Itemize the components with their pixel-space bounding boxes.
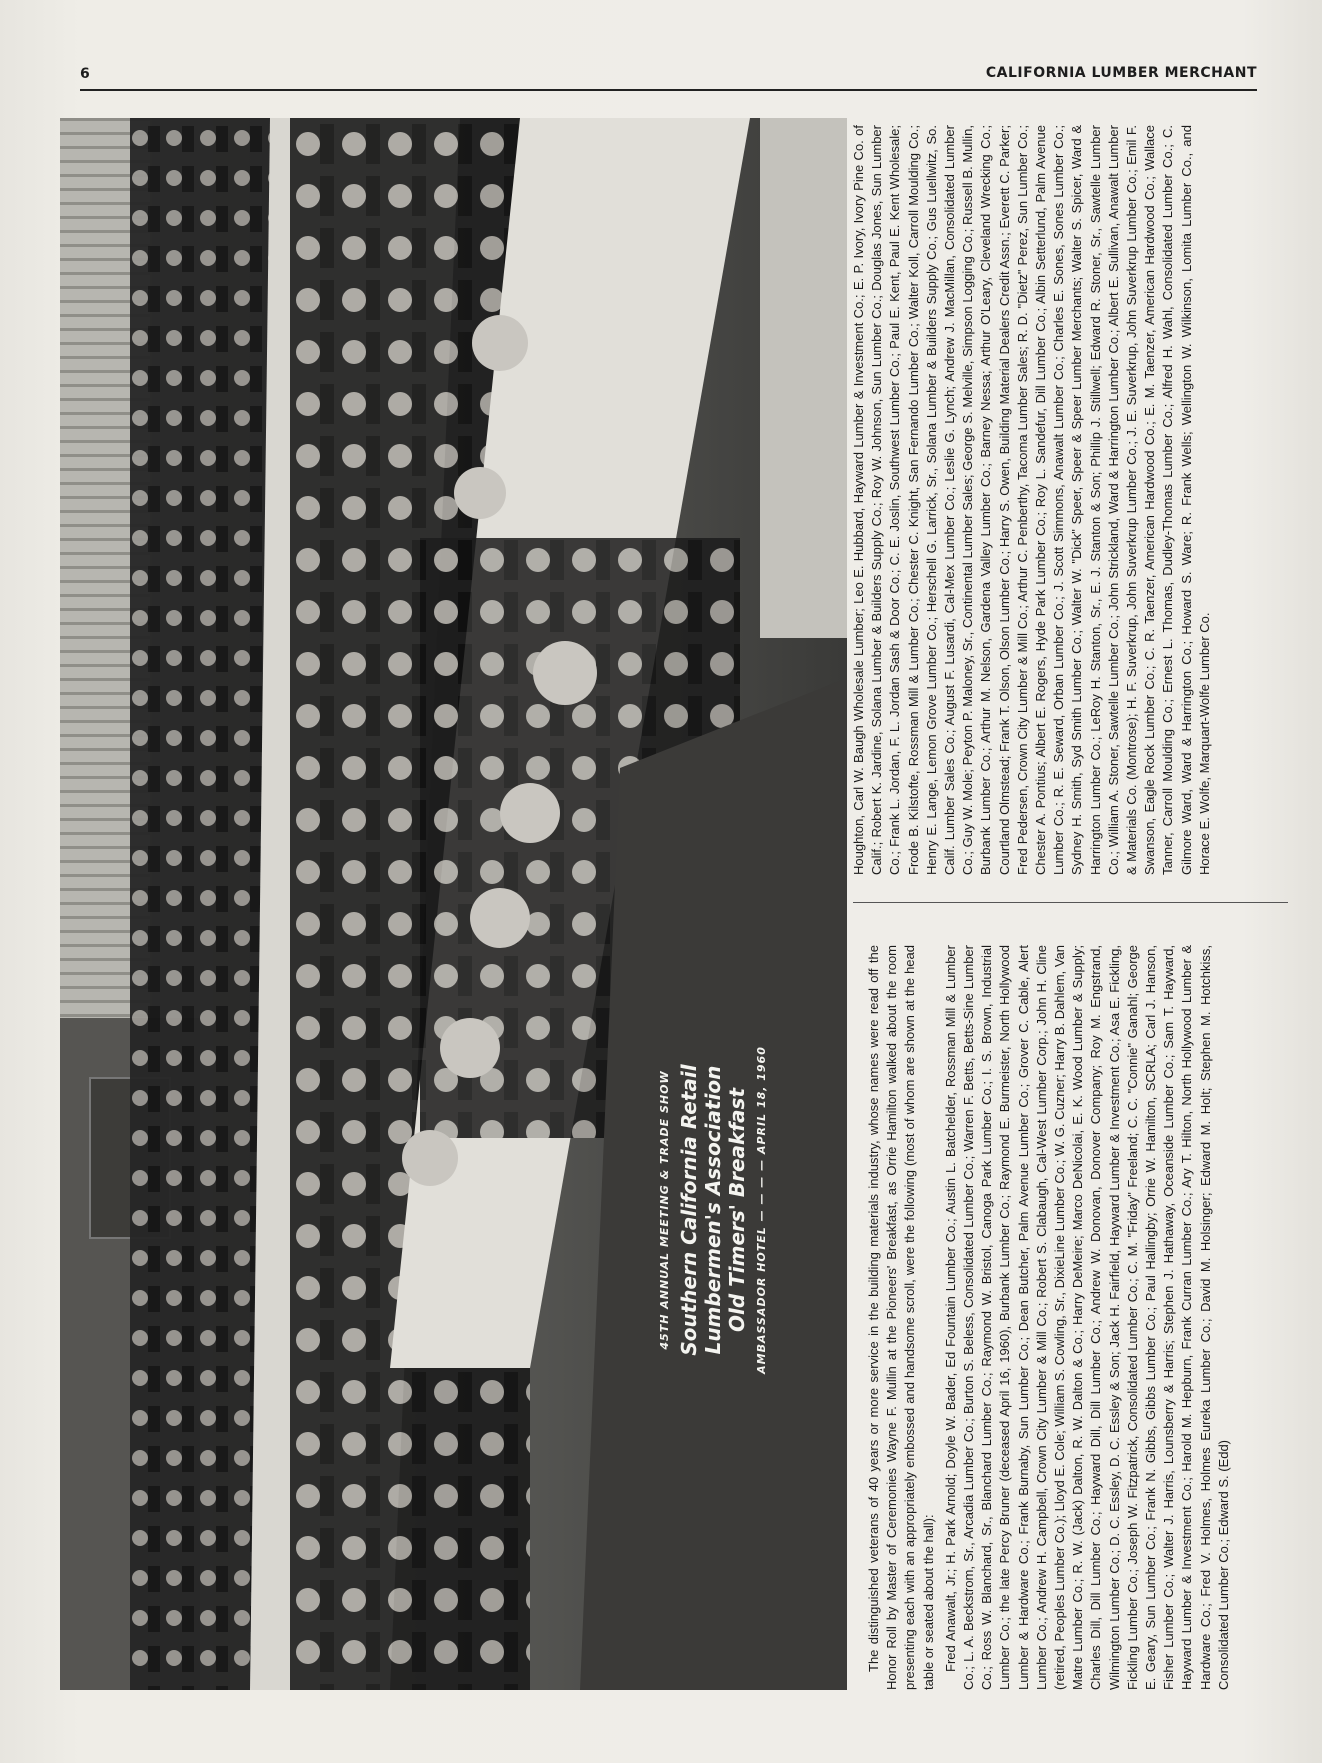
header-rule xyxy=(80,89,1257,91)
publication-title: CALIFORNIA LUMBER MERCHANT xyxy=(985,65,1257,81)
banner-venue-date: AMBASSADOR HOTEL — — — — APRIL 18, 1960 xyxy=(755,1046,768,1374)
column-divider xyxy=(853,902,1288,903)
photo-illustration xyxy=(60,118,847,1690)
banner-event: Old Timers' Breakfast xyxy=(725,1087,749,1333)
honor-roll-names-2: Houghton, Carl W. Baugh Wholesale Lumber; Leo E. Hubbard, Hayward Lumber & Investment Co.; E. P. Ivory, Ivory Pine Co. of Calif.; Robert K. Jardine, Solana Lumber & Builders Supply Co.; Roy W. Johnson, Sun Lumber Co.; Douglas Jones, Sun Lumber Co.; Frank L. Jordan, F. L. Jordan Sash & Door Co.; C. E. Joslin, Southwest Lumber Co.; Paul E. Kent, Paul E. Kent Wholesale; Frode B. Kilstofte, Rossman Mill & Lumber Co.; Chester C. Knight, San Fernando Lumber Co.; Walter Koll, Carroll Moulding Co.; Henry E. Lange, Lemon Grove Lumber Co.; Herschell G. Larrick, Sr., Solana Lumber & Builders Supply Co.; Gus Luellwitz, So. Calif. Lumber Sales Co.; August F. Lusardi, Cal-Mex Lumber Co.; Leslie G. Lynch; Andrew J. MacMillan, Consolidated Lumber Co.; Guy W. Mole; Peyton P. Maloney, Sr., Continental Lumber Sales; George S. Melville, Simpson Logging Co.; Russell B. Mullin, Burbank Lumber Co.; Arthur M. Nelson, Gardena Valley Lumber Co.; Barney Nessa; Arthur O'Leary, Cleveland Wrecking Co.; Courtland Olmstead; Frank T. Olson, Olson Lumber Co.; Harry S. Owen, Building Material Dealers Credit Assn.; Everett C. Parker; Fred Pedersen, Crown City Lumber & Mill Co.; Arthur C. Penberthy, Tacoma Lumber Sales; R. D. "Dietz" Perez, Sun Lumber Co.; Chester A. Pontius; Albert E. Rogers, Hyde Park Lumber Co.; Roy L. Sandefur, Dill Lumber Co.; Albin Setterlund, Palm Avenue Lumber Co.; R. E. Seward, Orban Lumber Co.; J. Scott Simmons, Anawalt Lumber Co.; Charles E. Sones, Sones Lumber Co.; Sydney H. Smith, Syd Smith Lumber Co.; Walter W. "Dick" Speer, Speer & Speer Lumber Merchants; Walter S. Spicer, Ward & Harrington Lumber Co.; LeRoy H. Stanton, Sr., E. J. Stanton & Son; Phillip J. Stillwell; Edward R. Stoner, Sr., Sawtelle Lumber Co.; William A. Stoner, Sawtelle Lumber Co.; John Strickland, Ward & Harrington Lumber Co.; Albert E. Sullivan, Anawalt Lumber & Materials Co. (Montrose); H. F. Suverkrup, John Suverkrup Lumber Co.; J. E. Suverkrup, John Suverkrup Lumber Co.; Emil F. Swanson, Eagle Rock Lumber Co.; C. R. Taenzer, American Hardwood Co.; E. M. Taenzer, American Hardwood Co.; Wallace Tanner, Carroll Moulding Co.; Ernest L. Thomas, Dudley-Thomas Lumber Co.; Alfred H. Wahl, Consolidated Lumber Co.; C. Gilmore Ward, Ward & Harrington Co.; Howard S. Ware; R. Frank Wells; Wellington W. Wilkinson, Lomita Lumber Co., and Horace E. Wolfe, Marquart-Wolfe Lumber Co. xyxy=(851,125,1212,875)
banquet-photograph xyxy=(60,118,847,1690)
banner-association: Southern California Retail Lumbermen's Association xyxy=(677,1064,725,1356)
article-column-1 xyxy=(865,945,1305,1690)
banner-meeting: 45TH ANNUAL MEETING & TRADE SHOW xyxy=(658,1070,671,1350)
article-column-2 xyxy=(850,125,1290,875)
article-intro: The distinguished veterans of 40 years or more service in the building materials industry, whose names were read off the Honor Roll by Master of Ceremonies Wayne F. Mullin at the Pioneers' Breakfast, as Orrie Hamilton walked about the room presenting each with an appropriately embossed and handsome scroll, were the following (most of whom are shown at the head table or seated about the hall): xyxy=(866,945,936,1690)
page-number: 6 xyxy=(80,66,90,82)
photo-banner xyxy=(658,1000,778,1420)
honor-roll-names-1: Fred Anawalt, Jr.; H. Park Arnold; Doyle W. Bader, Ed Fountain Lumber Co.; Austin L. Batchelder, Rossman Mill & Lumber Co.; L. A. Beckstrom, Sr., Arcadia Lumber Co.; Burton S. Beless, Consolidated Lumber Co.; Warren F. Betts, Betts-Sine Lumber Co.; Ross W. Blanchard, Sr., Blanchard Lumber Co.; Raymond W. Bristol, Canoga Park Lumber Co.; I. S. Brown, Industrial Lumber Co.; the late Percy Bruner (deceased April 16, 1960), Burbank Lumber Co.; Raymond E. Burmeister, North Hollywood Lumber & Hardware Co.; Frank Burnaby, Sun Lumber Co.; Dean Butcher, Palm Avenue Lumber Co.; Grover C. Cable, Alert Lumber Co.; Andrew H. Campbell, Crown City Lumber & Mill Co.; Robert S. Clabaugh, Cal-West Lumber Corp.; John H. Cline (retired, Peoples Lumber Co.); Lloyd E. Cole; William S. Cowling, Sr., DixieLine Lumber Co.; W. G. Cuzner; Harry B. Dahlem, Van Matre Lumber Co.; R. W. (Jack) Dalton, R. W. Dalton & Co.; Harry DeMeire; Marco DeNicolai, E. K. Wood Lumber & Supply; Charles Dill, Dill Lumber Co.; Hayward Dill, Dill Lumber Co.; Andrew W. Donovan, Donover Company; Roy M. Engstrand, Wilmington Lumber Co.; D. C. Essley, D. C. Essley & Son; Jack H. Fairfield, Hayward Lumber & Investment Co.; Asa E. Fickling, Fickling Lumber Co.; Joseph W. Fitzpatrick, Consolidated Lumber Co.; C. M. "Friday" Freeland; C. C. "Connie" Ganahl; George E. Geary, Sun Lumber Co.; Frank N. Gibbs, Gibbs Lumber Co.; Paul Hallingby; Orrie W. Hamilton, SCRLA; Carl J. Hanson, Fisher Lumber Co.; Walter J. Harris, Lounsberry & Harris; Stephen J. Hathaway, Oceanside Lumber Co.; Sam T. Hayward, Hayward Lumber & Investment Co.; Harold M. Hepburn, Frank Curran Lumber Co.; Ary T. Hilton, North Hollywood Lumber & Hardware Co.; Fred V. Holmes, Holmes Eureka Lumber Co.; David M. Holsinger; Edward M. Holt; Stephen M. Hotchkiss, Consolidated Lumber Co.; Edward S. (Edd) xyxy=(942,945,1231,1690)
